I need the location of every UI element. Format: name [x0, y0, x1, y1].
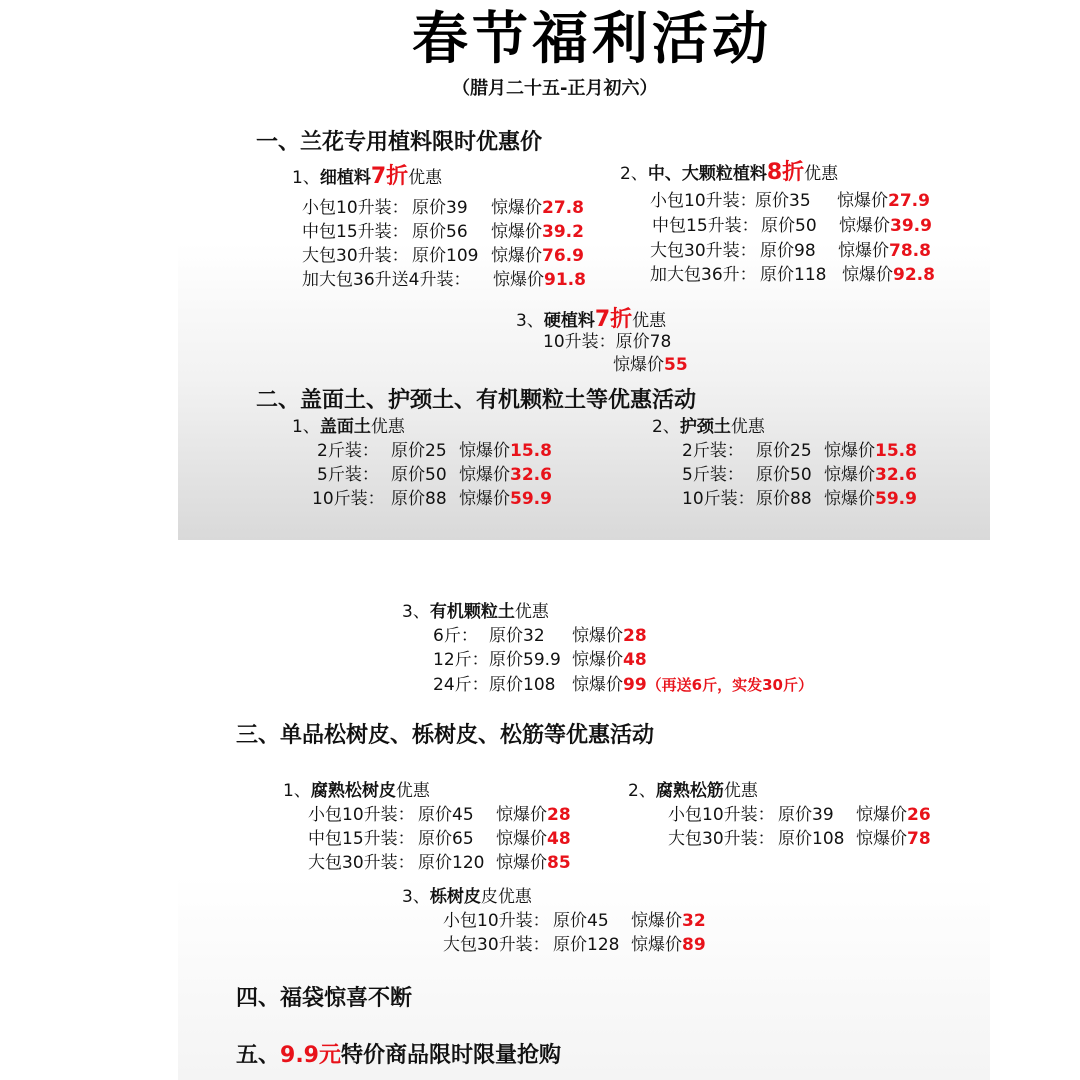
promo-price: 48 — [623, 650, 647, 670]
size-label: 6斤： — [433, 626, 478, 646]
promo-label: 惊爆价 — [496, 829, 547, 849]
promo-label: 惊爆价 — [491, 246, 542, 266]
price-row — [312, 491, 552, 508]
promo-label: 惊爆价 — [496, 805, 547, 825]
original-price: 原价50 — [756, 465, 812, 485]
item-suffix: 皮优惠 — [480, 887, 532, 907]
promo-price: 76.9 — [542, 246, 584, 266]
price-row — [650, 193, 930, 210]
size-label: 10斤装： — [682, 489, 755, 509]
price-row — [317, 443, 552, 460]
item-number: 2、 — [620, 164, 648, 184]
heading-prefix: 五、 — [236, 1043, 281, 1068]
price-row — [668, 831, 931, 848]
price-row — [433, 628, 647, 645]
promo-price: 59.9 — [510, 489, 552, 509]
promo-label: 惊爆价 — [837, 191, 888, 211]
item-name: 硬植料 — [543, 311, 595, 331]
size-label: 中包15升装： — [308, 829, 415, 849]
item-name: 有机颗粒土 — [429, 602, 515, 622]
original-price: 原价39 — [412, 198, 468, 218]
promo-price: 48 — [547, 829, 571, 849]
promo-label: 惊爆价 — [856, 829, 907, 849]
size-label: 小包10升装： — [308, 805, 415, 825]
original-price: 原价109 — [412, 246, 479, 266]
promo-price: 26 — [907, 805, 931, 825]
size-label: 大包30升装： — [668, 829, 775, 849]
item-suffix: 优惠 — [408, 168, 443, 188]
size-label: 中包15升装： — [302, 222, 409, 242]
discount-badge: 7折 — [370, 164, 409, 189]
price-row — [317, 467, 552, 484]
promo-price: 39.2 — [542, 222, 584, 242]
original-price: 原价108 — [489, 675, 556, 695]
original-price: 原价25 — [756, 441, 812, 461]
promo-label: 惊爆价 — [459, 465, 510, 485]
promo-label: 惊爆价 — [839, 216, 890, 236]
promo-price: 15.8 — [510, 441, 552, 461]
price-row — [433, 652, 647, 669]
size-label: 加大包36升送4升装： — [302, 270, 471, 290]
size-label: 大包30升装： — [302, 246, 409, 266]
price-row — [650, 267, 935, 284]
size-label: 10斤装： — [312, 489, 385, 509]
cover-soil-header — [292, 419, 405, 436]
item-number: 1、 — [292, 417, 320, 437]
price-row — [308, 807, 571, 824]
size-label: 5斤装： — [682, 465, 744, 485]
size-label: 12斤： — [433, 650, 489, 670]
promo-price: 85 — [547, 853, 571, 873]
special-price: 9.9元 — [280, 1043, 341, 1068]
promo-label: 惊爆价 — [824, 465, 875, 485]
heading-rest: 特价商品限时限量抢购 — [341, 1043, 562, 1068]
promo-label: 惊爆价 — [572, 626, 623, 646]
promo-price: 27.8 — [542, 198, 584, 218]
price-row — [443, 913, 706, 930]
promo-label: 惊爆价 — [856, 805, 907, 825]
item-name: 护颈土 — [679, 417, 731, 437]
section-4-heading: 四、福袋惊喜不断 — [236, 986, 413, 1011]
discount-badge: 8折 — [766, 160, 805, 185]
price-row — [443, 937, 706, 954]
original-price: 原价56 — [412, 222, 468, 242]
neck-soil-header — [652, 419, 765, 436]
price-row — [682, 467, 917, 484]
promo-label: 惊爆价 — [572, 675, 623, 695]
original-price: 原价45 — [553, 911, 609, 931]
price-row — [682, 443, 917, 460]
price-row — [543, 334, 671, 351]
price-row — [308, 831, 571, 848]
original-price: 原价35 — [755, 191, 811, 211]
promo-label: 惊爆价 — [838, 241, 889, 261]
promo-price: 27.9 — [888, 191, 930, 211]
original-price: 原价39 — [778, 805, 834, 825]
original-price: 原价50 — [391, 465, 447, 485]
original-price: 原价120 — [418, 853, 485, 873]
original-price: 原价98 — [760, 241, 816, 261]
promo-price: 99 — [623, 675, 647, 695]
item-name: 栎树皮 — [429, 887, 481, 907]
original-price: 原价88 — [756, 489, 812, 509]
promo-label: 惊爆价 — [824, 441, 875, 461]
price-row — [302, 272, 586, 289]
item-name: 细植料 — [319, 168, 371, 188]
promo-price: 78 — [907, 829, 931, 849]
discount-badge: 7折 — [594, 307, 633, 332]
section-3-heading: 三、单品松树皮、栎树皮、松筋等优惠活动 — [236, 723, 655, 748]
size-label: 2斤装： — [682, 441, 744, 461]
promo-price: 89 — [682, 935, 706, 955]
promo-price: 32.6 — [510, 465, 552, 485]
size-label: 大包30升装： — [308, 853, 415, 873]
size-label: 小包10升装： — [668, 805, 775, 825]
original-price: 原价108 — [778, 829, 845, 849]
item-suffix: 优惠 — [370, 417, 405, 437]
promo-label: 惊爆价 — [459, 441, 510, 461]
price-row — [652, 218, 932, 235]
promo-price: 32 — [682, 911, 706, 931]
oak-bark-header — [402, 889, 532, 906]
bonus-note: （再送6斤，实发30斤） — [646, 676, 813, 694]
promo-price: 28 — [623, 626, 647, 646]
promo-price: 92.8 — [893, 265, 935, 285]
page-title: 春节福利活动 — [412, 7, 772, 72]
promo-price: 59.9 — [875, 489, 917, 509]
original-price: 原价65 — [418, 829, 474, 849]
section-1-heading: 一、兰花专用植料限时优惠价 — [256, 130, 543, 155]
item-suffix: 优惠 — [632, 311, 667, 331]
fine-mix-header — [292, 166, 442, 188]
promo-label: 惊爆价 — [842, 265, 893, 285]
size-label: 10升装： — [543, 332, 616, 352]
item-number: 3、 — [516, 311, 544, 331]
promo-price: 55 — [664, 355, 688, 375]
hard-mix-header — [516, 309, 666, 331]
price-row — [650, 243, 931, 260]
item-suffix: 优惠 — [514, 602, 549, 622]
size-label: 加大包36升： — [650, 265, 757, 285]
promo-label: 惊爆价 — [491, 198, 542, 218]
original-price: 原价78 — [615, 332, 672, 352]
promo-price: 78.8 — [889, 241, 931, 261]
promo-label: 惊爆价 — [613, 355, 664, 375]
price-row — [433, 677, 813, 694]
price-row — [682, 491, 917, 508]
size-label: 大包30升装： — [443, 935, 550, 955]
price-row — [302, 224, 584, 241]
item-number: 2、 — [628, 781, 656, 801]
promo-price: 32.6 — [875, 465, 917, 485]
price-row — [668, 807, 931, 824]
size-label: 2斤装： — [317, 441, 379, 461]
promo-price: 28 — [547, 805, 571, 825]
price-row — [302, 248, 584, 265]
item-number: 3、 — [402, 887, 430, 907]
original-price: 原价118 — [760, 265, 827, 285]
promo-label: 惊爆价 — [631, 911, 682, 931]
promo-price: 91.8 — [544, 270, 586, 290]
item-name: 腐熟松树皮 — [310, 781, 396, 801]
item-number: 3、 — [402, 602, 430, 622]
page-subtitle: （腊月二十五-正月初六） — [452, 78, 658, 99]
pine-tendon-header — [628, 783, 758, 800]
promo-label: 惊爆价 — [459, 489, 510, 509]
organic-soil-header — [402, 604, 549, 621]
price-row — [613, 357, 688, 374]
item-number: 2、 — [652, 417, 680, 437]
size-label: 小包10升装： — [650, 191, 757, 211]
item-name: 盖面土 — [319, 417, 371, 437]
item-name: 中、大颗粒植料 — [647, 164, 767, 184]
item-suffix: 优惠 — [395, 781, 430, 801]
original-price: 原价50 — [761, 216, 817, 236]
section-2-heading: 二、盖面土、护颈土、有机颗粒土等优惠活动 — [256, 388, 697, 413]
price-row — [302, 200, 584, 217]
item-name: 腐熟松筋 — [655, 781, 724, 801]
size-label: 小包10升装： — [302, 198, 409, 218]
size-label: 中包15升装： — [652, 216, 759, 236]
size-label: 大包30升装： — [650, 241, 757, 261]
coarse-mix-header — [620, 162, 838, 184]
item-suffix: 优惠 — [723, 781, 758, 801]
promo-label: 惊爆价 — [572, 650, 623, 670]
promo-label: 惊爆价 — [491, 222, 542, 242]
promo-label: 惊爆价 — [493, 270, 544, 290]
original-price: 原价25 — [391, 441, 447, 461]
promo-label: 惊爆价 — [631, 935, 682, 955]
size-label: 小包10升装： — [443, 911, 550, 931]
price-row — [308, 855, 571, 872]
promo-price: 15.8 — [875, 441, 917, 461]
size-label: 24斤： — [433, 675, 489, 695]
original-price: 原价32 — [489, 626, 545, 646]
item-suffix: 优惠 — [804, 164, 839, 184]
original-price: 原价59.9 — [489, 650, 561, 670]
section-5-heading — [236, 1045, 561, 1067]
original-price: 原价128 — [553, 935, 620, 955]
size-label: 5斤装： — [317, 465, 379, 485]
original-price: 原价88 — [391, 489, 447, 509]
item-suffix: 优惠 — [730, 417, 765, 437]
item-number: 1、 — [292, 168, 320, 188]
item-number: 1、 — [283, 781, 311, 801]
promo-price: 39.9 — [890, 216, 932, 236]
original-price: 原价45 — [418, 805, 474, 825]
promo-label: 惊爆价 — [496, 853, 547, 873]
promo-label: 惊爆价 — [824, 489, 875, 509]
pine-bark-header — [283, 783, 430, 800]
